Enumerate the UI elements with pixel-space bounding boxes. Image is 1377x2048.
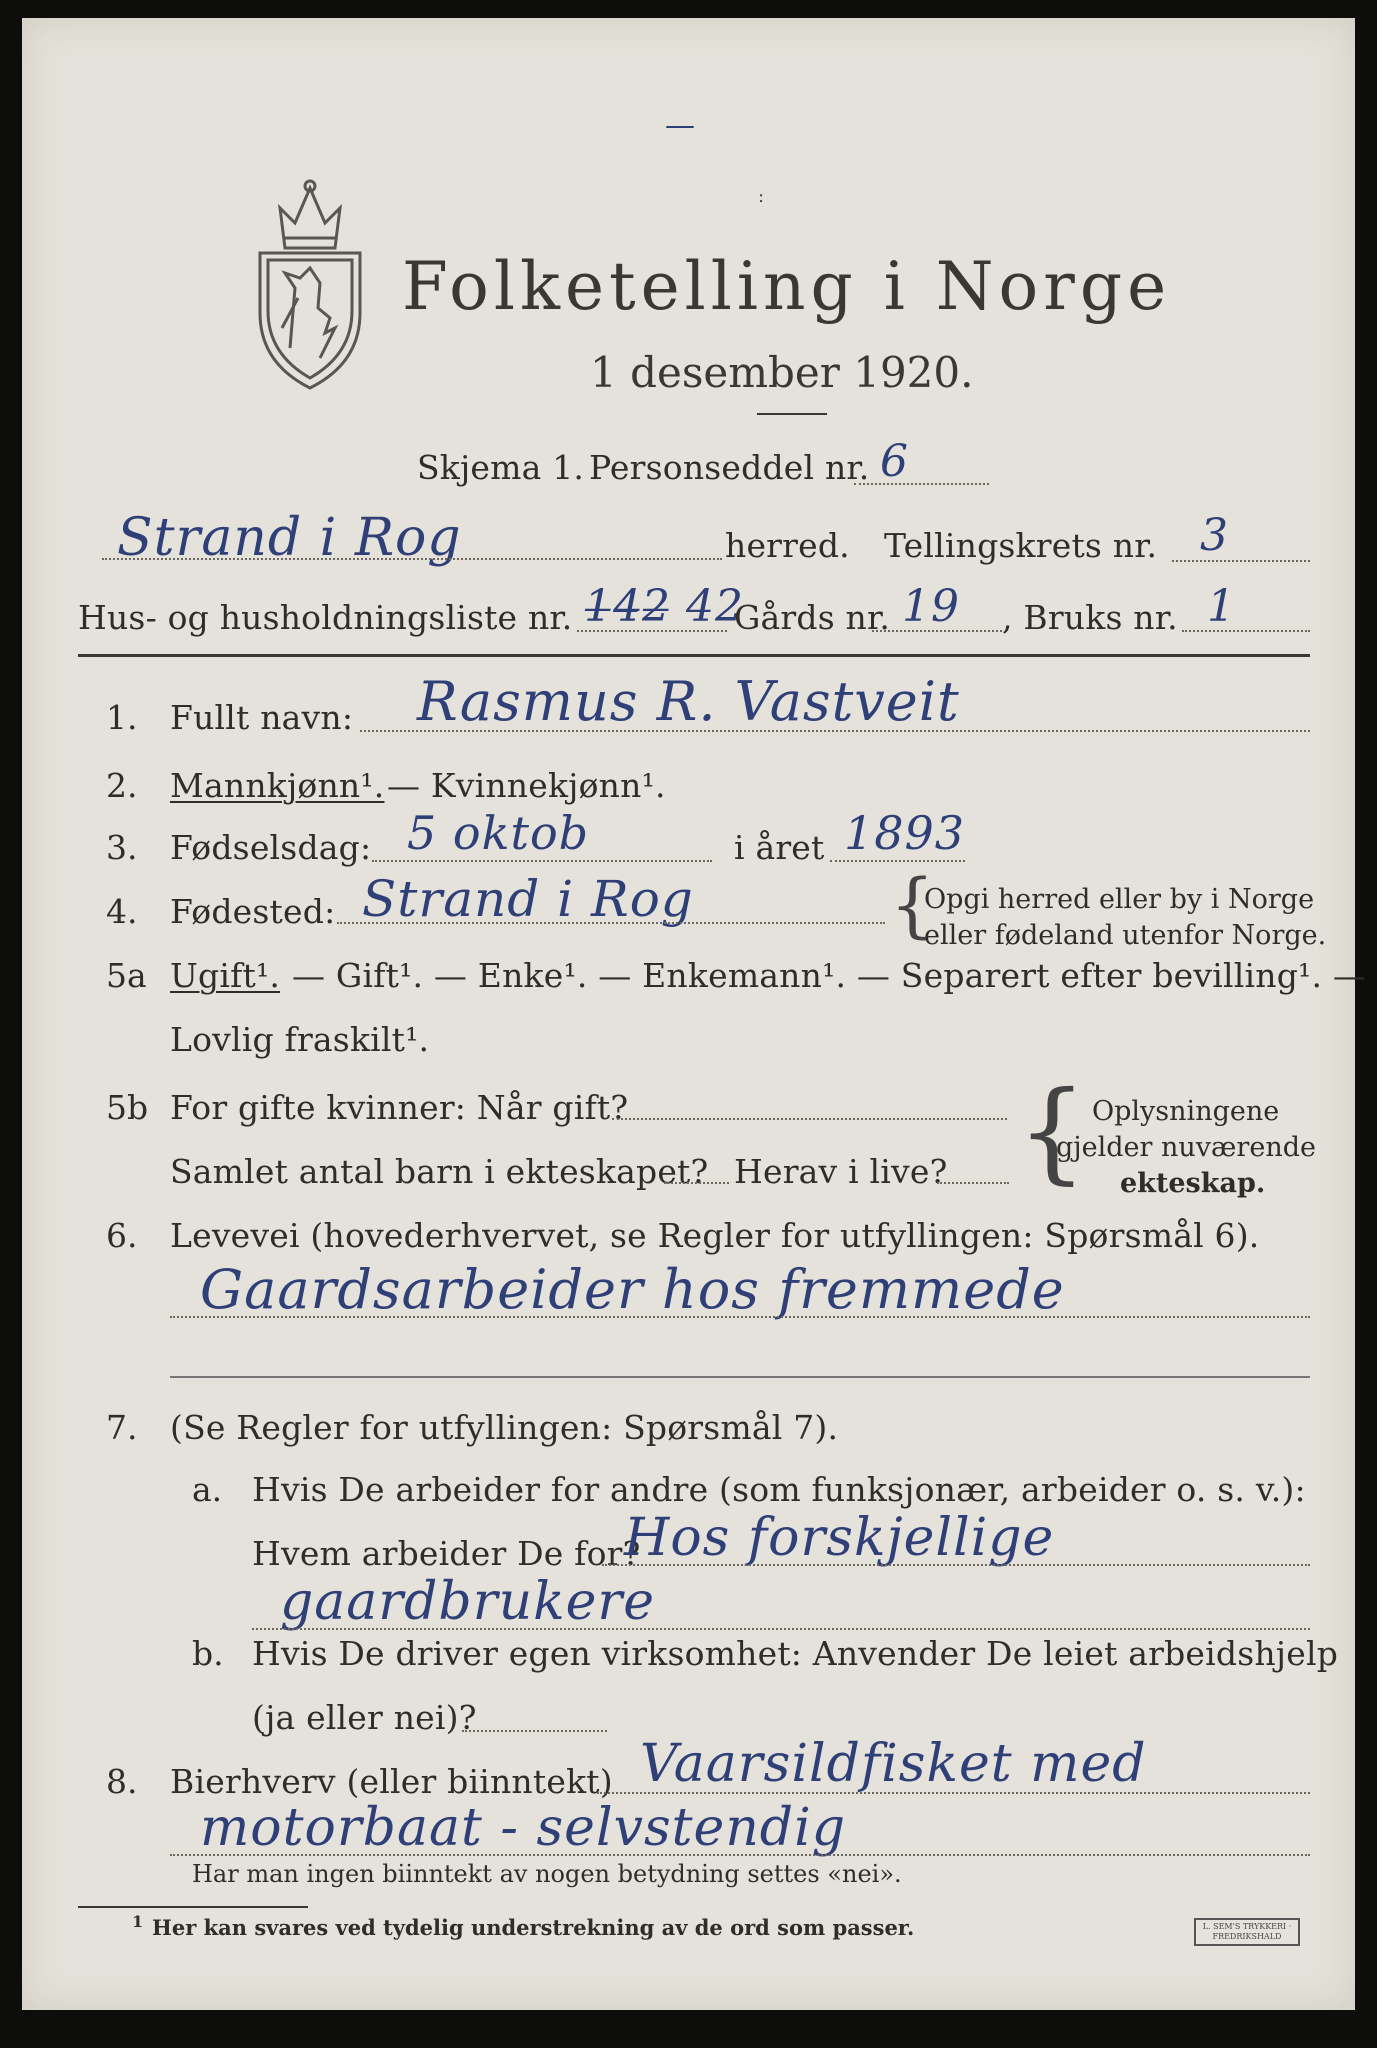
q6-dots-1 [170,1316,1310,1318]
q8-dots-2 [170,1854,1310,1856]
gards-value: 19 [902,581,960,632]
q5b-note-2: gjelder nuværende [1056,1132,1316,1163]
herred-value: Strand i Rog [117,508,462,568]
tellingskrets-value: 3 [1200,510,1229,561]
q1-value: Rasmus R. Vastveit [417,670,960,733]
q5b-gift-dots [612,1118,1007,1120]
bruks-value: 1 [1207,581,1236,632]
q8-value-1: Vaarsildfisket med [640,1734,1147,1794]
personseddel-dots [854,483,989,485]
q4-brace: { [890,864,935,946]
herred-label: herred. [725,526,850,565]
q7b-number: b. [192,1634,224,1673]
q7a-value-1: Hos forskjellige [624,1508,1055,1568]
q3-year-label: i året [734,828,825,867]
q2-rest: — Kvinnekjønn¹. [387,766,666,805]
q7b-line1: Hvis De driver egen virksomhet: Anvender De leiet arbeidshjelp [252,1634,1339,1673]
q5b-live-dots [937,1182,1009,1184]
q7-number: 7. [106,1408,138,1447]
tellingskrets-label: Tellingskrets nr. [884,526,1158,565]
q3-value: 5 oktob [407,806,590,860]
ink-mark: — [665,108,696,143]
q5b-note-1: Oplysningene [1092,1096,1280,1127]
q5b-line2b: Herav i live? [734,1152,948,1191]
q3-number: 3. [106,828,138,867]
q7a-value-2: gaardbrukere [280,1572,655,1632]
q6-value: Gaardsarbeider hos fremmede [200,1258,1065,1321]
q3-year-dots [830,860,965,862]
norwegian-coat-of-arms-icon [240,178,380,393]
q8-label: Bierhverv (eller biinntekt) [170,1762,613,1801]
q6-line-2 [170,1376,1310,1378]
husliste-label: Hus- og husholdningsliste nr. [78,598,573,637]
q8-number: 8. [106,1762,138,1801]
q7a-number: a. [192,1470,223,1509]
q1-dots [360,730,1310,732]
bruks-dots [1182,630,1310,632]
husliste-value: 1̶4̶2̶ 42 [584,581,744,632]
q2-mann: Mannkjønn¹. [170,766,385,805]
q7a-line2: Hvem arbeider De for? [252,1534,641,1573]
q5b-line1: For gifte kvinner: Når gift? [170,1088,629,1127]
gards-label: Gårds nr. [734,598,891,637]
q1-number: 1. [106,698,138,737]
q3-label: Fødselsdag: [170,828,372,867]
q8-dots-1 [597,1792,1310,1794]
census-form [22,18,1367,2010]
q7a-dots-2 [252,1628,1310,1630]
form-title: Folketelling i Norge [402,248,1172,325]
gards-dots [872,630,1002,632]
q7b-dots [462,1730,607,1732]
q5b-barn-dots [664,1182,729,1184]
personseddel-value: 6 [880,436,909,487]
q3-dots [372,860,712,862]
header-rule [78,654,1310,657]
q5b-line2a: Samlet antal barn i ekteskapet? [170,1152,709,1191]
ink-dot: : [758,186,765,207]
q4-note-1: Opgi herred eller by i Norge [924,884,1315,915]
q8-note: Har man ingen biinntekt av nogen betydning settes «nei». [192,1860,902,1888]
q7b-line2: (ja eller nei)? [252,1698,477,1737]
q3-year-value: 1893 [844,806,966,860]
skjema-label: Skjema 1. [417,448,585,487]
husliste-dots [577,630,727,632]
q7a-dots-1 [602,1564,1310,1566]
q5a-number: 5a [106,956,147,995]
q5b-note-3: ekteskap. [1120,1168,1266,1199]
q7a-line1: Hvis De arbeider for andre (som funksjonær, arbeider o. s. v.): [252,1470,1306,1509]
q5a-line2: Lovlig fraskilt¹. [170,1020,430,1059]
bruks-label: , Bruks nr. [1002,598,1178,637]
q4-label: Fødested: [170,892,336,931]
herred-dots [102,558,722,560]
q7-label: (Se Regler for utfyllingen: Spørsmål 7). [170,1408,839,1447]
q4-number: 4. [106,892,138,931]
q5b-number: 5b [106,1088,149,1127]
q6-label: Levevei (hovederhvervet, se Regler for utfyllingen: Spørsmål 6). [170,1216,1260,1255]
personseddel-label: Personseddel nr. [589,448,870,487]
q5a-rest: — Gift¹. — Enke¹. — Enkemann¹. — Separert efter bevilling¹. — [292,956,1367,995]
q1-label: Fullt navn: [170,698,354,737]
title-divider [757,413,827,415]
footnote-mark: 1 [132,1912,144,1931]
q4-value: Strand i Rog [362,870,694,928]
tellingskrets-dots [1172,560,1310,562]
form-date: 1 desember 1920. [590,348,974,397]
footnote-rule [78,1906,308,1908]
q6-number: 6. [106,1216,138,1255]
q4-dots [337,922,885,924]
printer-stamp: L. SEM'S TRYKKERI · FREDRIKSHALD [1194,1918,1300,1946]
q5b-brace: { [1017,1067,1087,1195]
q4-note-2: eller fødeland utenfor Norge. [924,920,1327,951]
q2-number: 2. [106,766,138,805]
footnote-text: Her kan svares ved tydelig understrekning av de ord som passer. [152,1915,915,1940]
q8-value-2: motorbaat - selvstendig [200,1798,847,1858]
q5a-ugift: Ugift¹. [170,956,281,995]
